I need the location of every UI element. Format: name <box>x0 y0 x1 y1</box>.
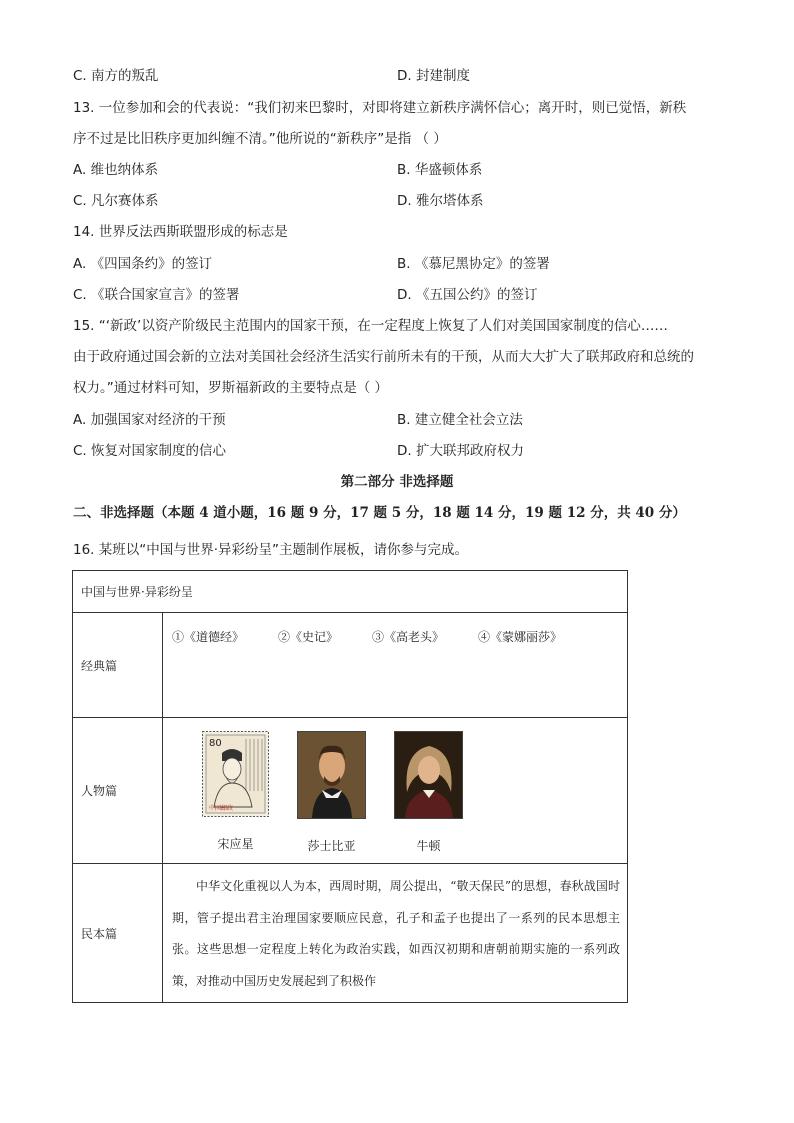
people-label: 人物篇 <box>73 718 163 864</box>
q14-option-b: B. 《慕尼黑协定》的签署 <box>397 256 550 272</box>
stamp-country: 中国邮政 <box>209 805 234 812</box>
q15-stem-line2: 由于政府通过国会新的立法对美国社会经济生活实行前所未有的干预，从而大大扩大了联邦政府和总统的 <box>73 349 694 365</box>
q15-option-c: C. 恢复对国家制度的信心 <box>73 443 227 459</box>
classic-work: ④《蒙娜丽莎》 <box>478 630 563 644</box>
q15-stem-line3: 权力。”通过材料可知，罗斯福新政的主要特点是（ ） <box>73 380 389 396</box>
q13-option-d: D. 雅尔塔体系 <box>397 193 484 209</box>
q12-option-c: C. 南方的叛乱 <box>73 68 159 84</box>
part2-title: 第二部分 非选择题 <box>340 474 454 490</box>
section-heading: 二、非选择题（本题 4 道小题，16 题 9 分，17 题 5 分，18 题 14 分，19 题 12 分，共 40 分） <box>73 505 686 521</box>
minben-label: 民本篇 <box>73 864 163 1003</box>
person-card <box>394 731 463 854</box>
minben-cell <box>163 864 628 1003</box>
classic-work: ①《道德经》 <box>172 630 245 644</box>
classics-label: 经典篇 <box>73 613 163 718</box>
shakespeare-portrait <box>297 731 366 819</box>
q14-option-a: A. 《四国条约》的签订 <box>73 256 213 272</box>
q12-option-d: D. 封建制度 <box>397 68 470 84</box>
q14-stem: 14. 世界反法西斯联盟形成的标志是 <box>73 224 288 240</box>
newton-portrait <box>394 731 463 819</box>
people-cell <box>163 718 628 864</box>
classic-work: ②《史记》 <box>278 630 339 644</box>
stamp-value: 80 <box>209 738 222 749</box>
person-card <box>297 731 366 854</box>
q14-option-d: D. 《五国公约》的签订 <box>397 287 538 303</box>
classics-cell <box>163 613 628 718</box>
q15-stem-line1: 15. “‘新政’以资产阶级民主范围内的国家干预，在一定程度上恢复了人们对美国国家制度的信心…… <box>73 318 668 334</box>
exhibition-board <box>72 570 628 1003</box>
song-yingxing-stamp <box>202 731 269 817</box>
person-name: 莎士比亚 <box>307 839 356 853</box>
q13-option-a: A. 维也纳体系 <box>73 162 159 178</box>
q14-option-c: C. 《联合国家宣言》的签署 <box>73 287 240 303</box>
person-card <box>202 731 269 854</box>
board-title: 中国与世界·异彩纷呈 <box>73 571 628 613</box>
minben-text: 中华文化重视以人为本，西周时期，周公提出，“敬天保民”的思想，春秋战国时期，管子提出君主治理国家要顺应民意，孔子和孟子也提出了一系列的民本思想主张。这些思想一定程度上转化为政治实践，如西汉初期和唐朝前期实施的一系列政策，对推动中国历史发展起到了积极作 <box>172 879 620 988</box>
q15-option-d: D. 扩大联邦政府权力 <box>397 443 524 459</box>
q13-stem-line1: 13. 一位参加和会的代表说：“我们初来巴黎时，对即将建立新秩序满怀信心；离开时，则已觉悟，新秩 <box>73 100 687 116</box>
q13-option-c: C. 凡尔赛体系 <box>73 193 159 209</box>
classic-work: ③《高老头》 <box>372 630 445 644</box>
q15-option-b: B. 建立健全社会立法 <box>397 412 523 428</box>
person-name: 牛顿 <box>416 839 441 853</box>
q15-option-a: A. 加强国家对经济的干预 <box>73 412 226 428</box>
q16-stem: 16. 某班以“中国与世界·异彩纷呈”主题制作展板，请你参与完成。 <box>73 542 469 558</box>
person-name: 宋应星 <box>217 837 254 851</box>
q13-option-b: B. 华盛顿体系 <box>397 162 483 178</box>
q13-stem-line2: 序不过是比旧秩序更加纠缠不清。”他所说的“新秩序”是指 （ ） <box>73 131 447 147</box>
